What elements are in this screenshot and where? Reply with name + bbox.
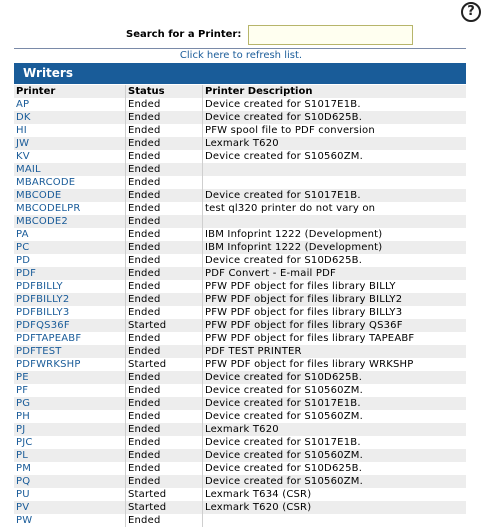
printer-name-link[interactable]: PW bbox=[16, 515, 33, 526]
table-row bbox=[14, 215, 466, 228]
printer-name-link[interactable]: PJ bbox=[16, 424, 26, 435]
printer-name-link[interactable]: PJC bbox=[16, 437, 33, 448]
table-row bbox=[14, 137, 466, 150]
printer-status: Ended bbox=[128, 385, 161, 396]
printer-description: Lexmark T634 (CSR) bbox=[205, 489, 312, 500]
table-row bbox=[14, 319, 466, 332]
printer-name-link[interactable]: PDFTAPEABF bbox=[16, 333, 82, 344]
column-header-description: Printer Description bbox=[205, 86, 313, 97]
table-row bbox=[14, 176, 466, 189]
printer-name-link[interactable]: PD bbox=[16, 255, 31, 266]
table-row bbox=[14, 397, 466, 410]
printer-description: Device created for S1017E1B. bbox=[205, 99, 361, 110]
printer-description: Lexmark T620 (CSR) bbox=[205, 502, 312, 513]
table-row bbox=[14, 150, 466, 163]
printer-name-link[interactable]: PDFBILLY2 bbox=[16, 294, 70, 305]
printer-table-body bbox=[14, 98, 466, 527]
column-divider bbox=[202, 85, 203, 527]
search-label: Search for a Printer: bbox=[126, 29, 242, 40]
table-row bbox=[14, 423, 466, 436]
printer-status: Ended bbox=[128, 164, 161, 175]
printer-name-link[interactable]: JW bbox=[16, 138, 30, 149]
printer-name-link[interactable]: KV bbox=[16, 151, 30, 162]
table-row bbox=[14, 384, 466, 397]
printer-status: Ended bbox=[128, 294, 161, 305]
printer-description: PFW PDF object for files library QS36F bbox=[205, 320, 403, 331]
printer-status: Ended bbox=[128, 424, 161, 435]
printer-name-link[interactable]: DK bbox=[16, 112, 31, 123]
table-row bbox=[14, 514, 466, 527]
help-icon[interactable]: ? bbox=[461, 2, 481, 22]
printer-description: Device created for S10D625B. bbox=[205, 255, 363, 266]
printer-status: Started bbox=[128, 489, 167, 500]
table-row bbox=[14, 371, 466, 384]
printer-status: Ended bbox=[128, 229, 161, 240]
table-row bbox=[14, 436, 466, 449]
table-row bbox=[14, 306, 466, 319]
printer-description: Device created for S10560ZM. bbox=[205, 450, 363, 461]
printer-status: Started bbox=[128, 320, 167, 331]
table-row bbox=[14, 332, 466, 345]
printer-status: Ended bbox=[128, 138, 161, 149]
table-row bbox=[14, 410, 466, 423]
printer-status: Ended bbox=[128, 203, 161, 214]
printer-name-link[interactable]: PM bbox=[16, 463, 32, 474]
printer-description: PDF Convert - E-mail PDF bbox=[205, 268, 336, 279]
writers-panel bbox=[14, 63, 466, 527]
printer-status: Ended bbox=[128, 151, 161, 162]
printer-description: Device created for S10560ZM. bbox=[205, 411, 363, 422]
panel-title: Writers bbox=[14, 63, 466, 84]
table-row bbox=[14, 189, 466, 202]
table-row bbox=[14, 98, 466, 111]
printer-status: Ended bbox=[128, 255, 161, 266]
table-row bbox=[14, 358, 466, 371]
printer-status: Ended bbox=[128, 372, 161, 383]
table-row bbox=[14, 241, 466, 254]
printer-description: Device created for S10D625B. bbox=[205, 372, 363, 383]
printer-name-link[interactable]: PG bbox=[16, 398, 31, 409]
printer-description: Device created for S10D625B. bbox=[205, 112, 363, 123]
printer-status: Ended bbox=[128, 125, 161, 136]
printer-description: Device created for S1017E1B. bbox=[205, 190, 361, 201]
printer-status: Ended bbox=[128, 99, 161, 110]
printer-description: PFW PDF object for files library WRKSHP bbox=[205, 359, 414, 370]
search-input[interactable] bbox=[248, 25, 413, 45]
refresh-link[interactable]: Click here to refresh list. bbox=[179, 50, 303, 61]
printer-description: Device created for S10560ZM. bbox=[205, 385, 363, 396]
printer-status: Ended bbox=[128, 177, 161, 188]
printer-status: Ended bbox=[128, 333, 161, 344]
column-header-printer: Printer bbox=[16, 86, 56, 97]
printer-status: Ended bbox=[128, 437, 161, 448]
table-row bbox=[14, 228, 466, 241]
printer-name-link[interactable]: PQ bbox=[16, 476, 31, 487]
table-row bbox=[14, 449, 466, 462]
table-row bbox=[14, 475, 466, 488]
printer-name-link[interactable]: MBCODELPR bbox=[16, 203, 81, 214]
printer-description: Device created for S1017E1B. bbox=[205, 398, 361, 409]
table-row bbox=[14, 462, 466, 475]
printer-status: Ended bbox=[128, 515, 161, 526]
printer-name-link[interactable]: MBCODE2 bbox=[16, 216, 68, 227]
table-row bbox=[14, 293, 466, 306]
printer-name-link[interactable]: MAIL bbox=[16, 164, 41, 175]
printer-description: PFW PDF object for files library BILLY3 bbox=[205, 307, 403, 318]
printer-name-link[interactable]: PDFBILLY3 bbox=[16, 307, 70, 318]
column-divider bbox=[125, 85, 126, 527]
printer-description: PFW PDF object for files library BILLY2 bbox=[205, 294, 403, 305]
table-row bbox=[14, 163, 466, 176]
printer-status: Ended bbox=[128, 242, 161, 253]
printer-name-link[interactable]: MBARCODE bbox=[16, 177, 76, 188]
table-row bbox=[14, 111, 466, 124]
printer-name-link[interactable]: PC bbox=[16, 242, 30, 253]
printer-status: Started bbox=[128, 359, 167, 370]
printer-status: Ended bbox=[128, 268, 161, 279]
printer-name-link[interactable]: MBCODE bbox=[16, 190, 62, 201]
table-row bbox=[14, 488, 466, 501]
printer-description: Device created for S1017E1B. bbox=[205, 437, 361, 448]
printer-name-link[interactable]: PE bbox=[16, 372, 29, 383]
printer-status: Ended bbox=[128, 346, 161, 357]
printer-description: Lexmark T620 bbox=[205, 138, 279, 149]
printer-status: Ended bbox=[128, 398, 161, 409]
printer-description: PFW spool file to PDF conversion bbox=[205, 125, 375, 136]
printer-status: Ended bbox=[128, 112, 161, 123]
table-header bbox=[14, 85, 466, 98]
printer-description: PFW PDF object for files library TAPEABF bbox=[205, 333, 415, 344]
table-row bbox=[14, 267, 466, 280]
printer-name-link[interactable]: PV bbox=[16, 502, 30, 513]
printer-status: Ended bbox=[128, 281, 161, 292]
printer-name-link[interactable]: PDFBILLY bbox=[16, 281, 63, 292]
printer-name-link[interactable]: PDF bbox=[16, 268, 37, 279]
table-row bbox=[14, 254, 466, 267]
printer-status: Ended bbox=[128, 190, 161, 201]
table-row bbox=[14, 202, 466, 215]
printer-status: Ended bbox=[128, 450, 161, 461]
printer-name-link[interactable]: PDFWRKSHP bbox=[16, 359, 81, 370]
printer-status: Ended bbox=[128, 411, 161, 422]
printer-description: PFW PDF object for files library BILLY bbox=[205, 281, 396, 292]
printer-name-link[interactable]: AP bbox=[16, 99, 30, 110]
printer-status: Ended bbox=[128, 463, 161, 474]
printer-description: IBM Infoprint 1222 (Development) bbox=[205, 242, 383, 253]
printer-description: IBM Infoprint 1222 (Development) bbox=[205, 229, 383, 240]
printer-name-link[interactable]: PDFTEST bbox=[16, 346, 62, 357]
printer-status: Ended bbox=[128, 307, 161, 318]
divider bbox=[14, 48, 466, 49]
printer-description: Device created for S10560ZM. bbox=[205, 151, 363, 162]
printer-name-link[interactable]: PL bbox=[16, 450, 29, 461]
printer-description: Device created for S10D625B. bbox=[205, 463, 363, 474]
printer-description: test ql320 printer do not vary on bbox=[205, 203, 376, 214]
search-row bbox=[0, 25, 482, 47]
printer-status: Ended bbox=[128, 476, 161, 487]
printer-status: Ended bbox=[128, 216, 161, 227]
printer-name-link[interactable]: HI bbox=[16, 125, 27, 136]
printer-description: PDF TEST PRINTER bbox=[205, 346, 302, 357]
table-row bbox=[14, 124, 466, 137]
printer-status: Started bbox=[128, 502, 167, 513]
printer-description: Lexmark T620 bbox=[205, 424, 279, 435]
printer-name-link[interactable]: PF bbox=[16, 385, 29, 396]
table-row bbox=[14, 501, 466, 514]
printer-name-link[interactable]: PDFQS36F bbox=[16, 320, 70, 331]
column-header-status: Status bbox=[128, 86, 165, 97]
printer-name-link[interactable]: PA bbox=[16, 229, 29, 240]
table-row bbox=[14, 345, 466, 358]
table-row bbox=[14, 280, 466, 293]
printer-name-link[interactable]: PH bbox=[16, 411, 30, 422]
printer-name-link[interactable]: PU bbox=[16, 489, 30, 500]
printer-description: Device created for S10560ZM. bbox=[205, 476, 363, 487]
